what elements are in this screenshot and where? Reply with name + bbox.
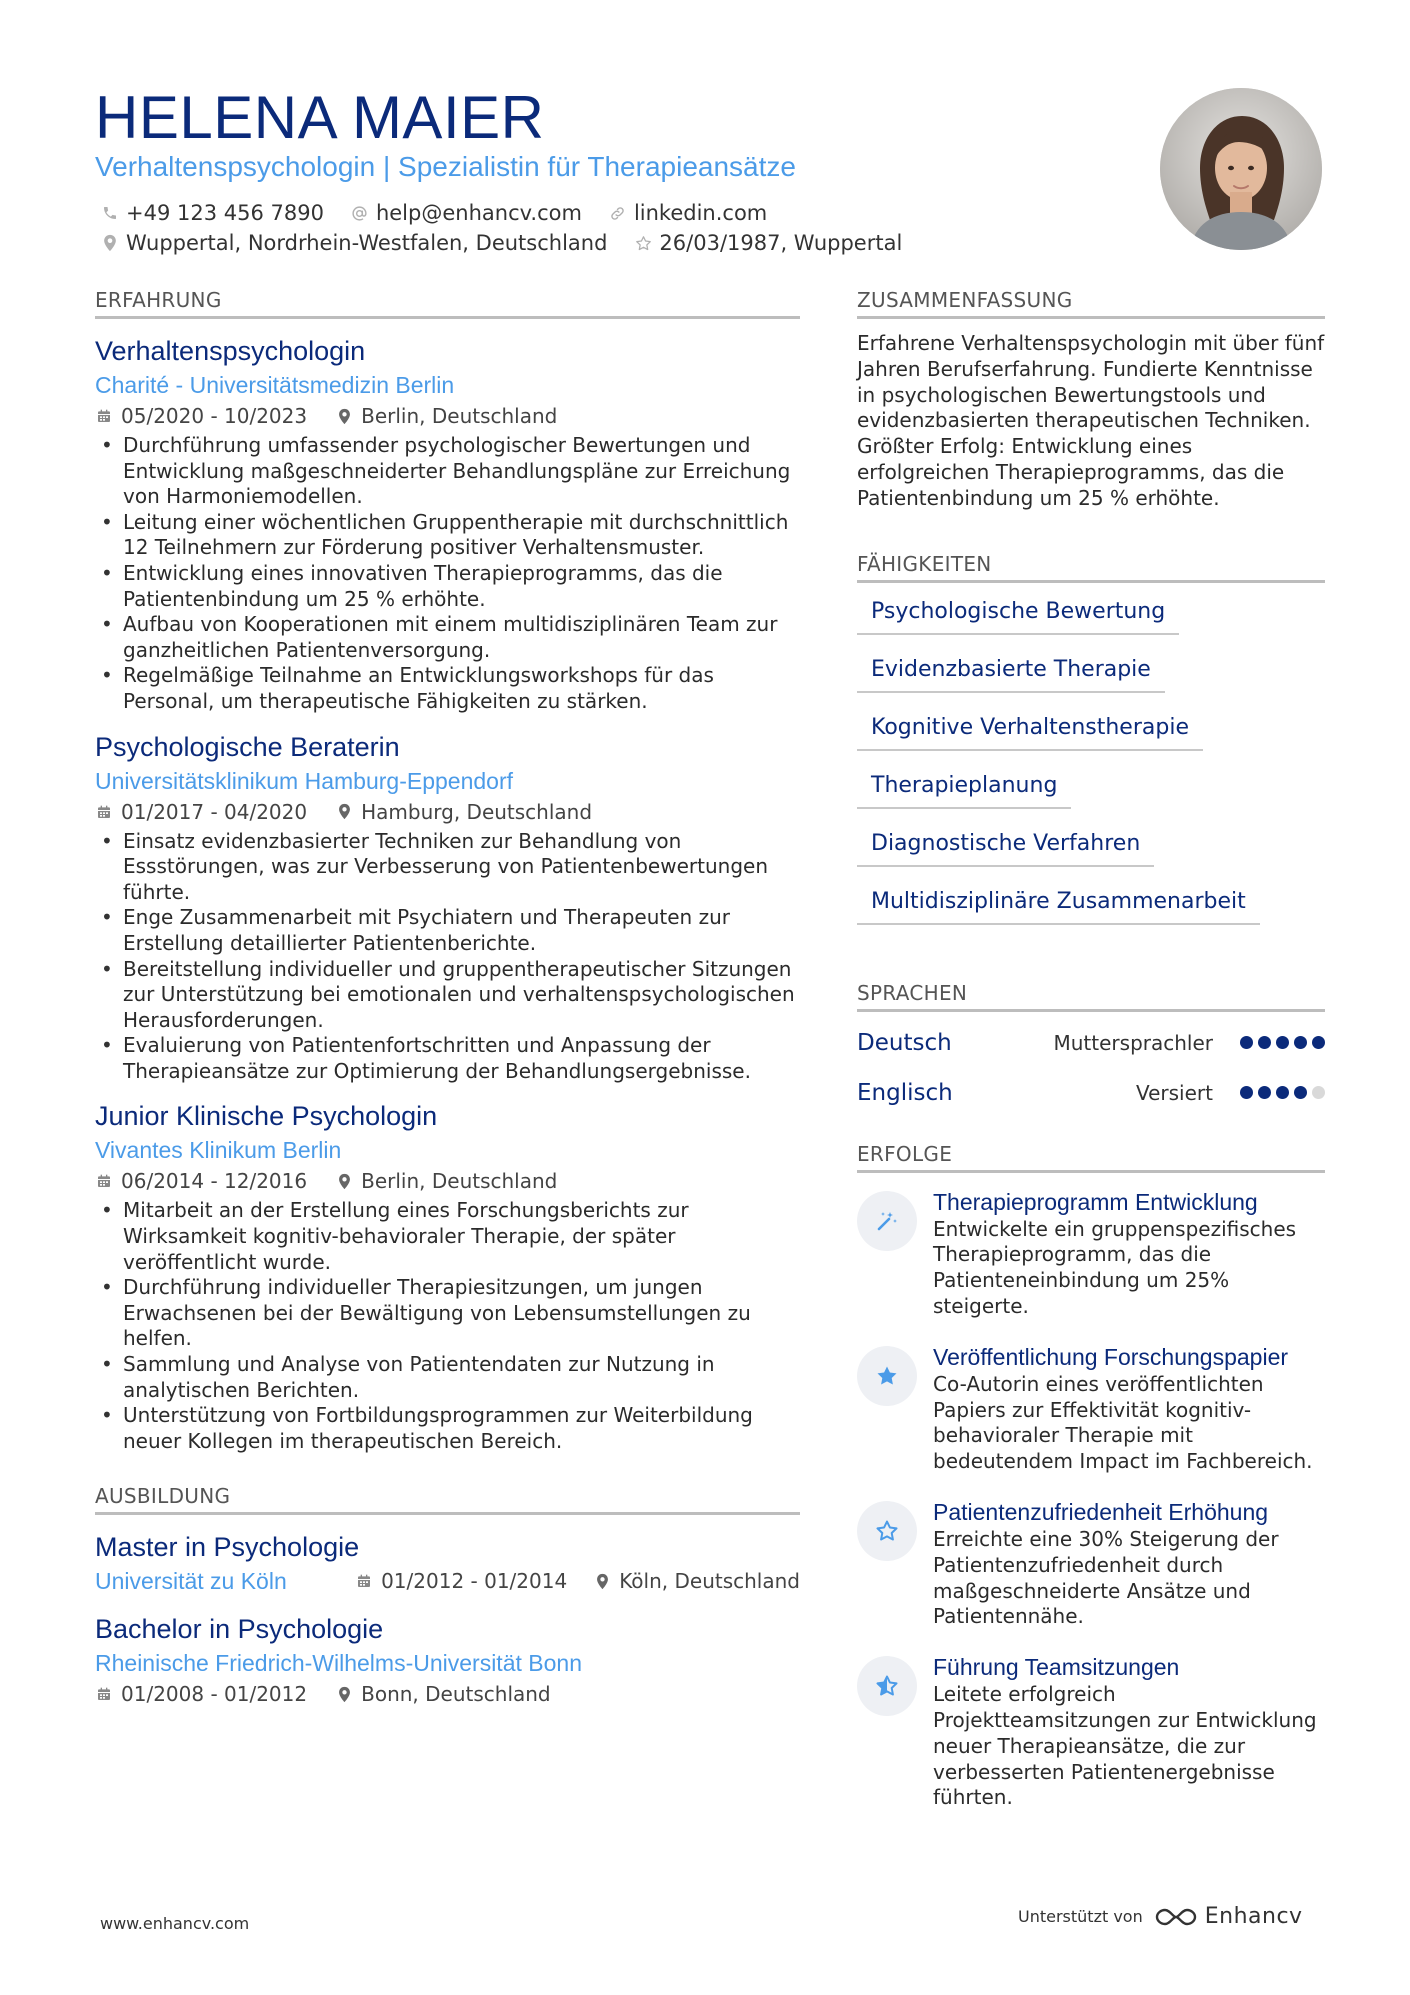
rating-dot-filled	[1258, 1036, 1271, 1049]
education-meta	[95, 1679, 800, 1709]
bullet-item: • Sammlung und Analyse von Patientendaten zur Nutzung in analytischen Berichten.	[95, 1352, 800, 1403]
education-meta	[355, 1566, 800, 1596]
achievement-item	[857, 1187, 1325, 1320]
achievement-title: Therapieprogramm Entwicklung	[933, 1188, 1258, 1215]
footer-branding	[1018, 1904, 1303, 1929]
job-meta	[95, 1166, 800, 1196]
job-bullets	[95, 433, 800, 715]
education-entry	[95, 1611, 800, 1709]
location-pin-icon	[335, 1685, 353, 1703]
job-dates: 05/2020 - 10/2023	[121, 404, 308, 428]
rating-dot-filled	[1240, 1036, 1253, 1049]
job-entry	[95, 729, 800, 1085]
location-text: Wuppertal, Nordrhein-Westfalen, Deutschland	[126, 231, 608, 255]
left-column	[95, 288, 800, 1709]
candidate-name: HELENA MAIER	[95, 84, 545, 151]
summary-section	[857, 288, 1325, 512]
location-pin-icon	[335, 1172, 353, 1190]
star-outline-icon	[857, 1501, 917, 1561]
star-icon	[633, 233, 653, 253]
language-rating	[1235, 1086, 1325, 1099]
rating-dot-filled	[1240, 1086, 1253, 1099]
job-title: Verhaltenspsychologin	[95, 336, 366, 366]
achievement-description: Entwickelte ein gruppenspezifisches Therapieprogramm, das die Patienteneinbindung um 25% steigerte.	[933, 1216, 1297, 1318]
job-location: Berlin, Deutschland	[361, 404, 558, 428]
achievement-description: Erreichte eine 30% Steigerung der Patientenzufriedenheit durch maßgeschneiderte Ansätze und Patientennähe.	[933, 1526, 1279, 1629]
bullet-item: • Durchführung umfassender psychologischer Bewertungen und Entwicklung maßgeschneiderter Behandlungspläne zur Erreichung von Harmoniemodellen.	[95, 433, 800, 510]
calendar-icon	[95, 1685, 113, 1703]
star-filled-icon	[857, 1346, 917, 1406]
bullet-item: • Mitarbeit an der Erstellung eines Forschungsberichts zur Wirksamkeit kognitiv-behavioraler Therapie, der später veröffentlicht wurde.	[95, 1198, 800, 1275]
bullet-item: • Entwicklung eines innovativen Therapieprogramms, das die Patientenbindung um 25 % erhöhte.	[95, 561, 800, 612]
job-bullets	[95, 829, 800, 1085]
company-name: Vivantes Klinikum Berlin	[95, 1137, 342, 1164]
experience-section-title: ERFAHRUNG	[95, 288, 800, 319]
rating-dot-filled	[1312, 1036, 1325, 1049]
linkedin-text[interactable]: linkedin.com	[633, 201, 768, 225]
education-dates: 01/2008 - 01/2012	[121, 1682, 308, 1707]
education-section-title: AUSBILDUNG	[95, 1484, 800, 1515]
calendar-icon	[95, 407, 113, 425]
skill-tag: Therapieplanung	[857, 765, 1071, 809]
language-level: Versiert	[1135, 1080, 1213, 1105]
linkedin-contact	[608, 201, 767, 225]
school-name: Universität zu Köln	[95, 1568, 287, 1595]
degree-title: Bachelor in Psychologie	[95, 1614, 384, 1645]
bullet-item: • Unterstützung von Fortbildungsprogrammen zur Weiterbildung neuer Kollegen im therapeutischen Bereich.	[95, 1403, 800, 1454]
rating-dot-filled	[1276, 1086, 1289, 1099]
bullet-item: • Regelmäßige Teilnahme an Entwicklungsworkshops für das Personal, um therapeutische Fähigkeiten zu stärken.	[95, 663, 800, 714]
skills-section	[857, 552, 1325, 939]
rating-dot-filled	[1294, 1086, 1307, 1099]
summary-text: Erfahrene Verhaltenspsychologin mit über fünf Jahren Berufserfahrung. Fundierte Kenntnisse in psychologischen Bewertungstools und evidenzbasierten therapeutischen Techniken. Größter Erfolg: Entwicklung eines erfolgreichen Therapieprogramms, das die Patientenbindung um 25 % erhöhte.	[857, 331, 1325, 510]
star-half-icon	[857, 1656, 917, 1716]
birth-contact	[633, 231, 902, 255]
birth-text: 26/03/1987, Wuppertal	[659, 231, 903, 255]
degree-title: Master in Psychologie	[95, 1532, 360, 1563]
brand-name: Enhancv	[1204, 1904, 1303, 1929]
skill-tag: Evidenzbasierte Therapie	[857, 649, 1165, 693]
powered-by-text: Unterstützt von	[1018, 1907, 1143, 1926]
bullet-item: • Leitung einer wöchentlichen Gruppentherapie mit durchschnittlich 12 Teilnehmern zur Förderung positiver Verhaltensmuster.	[95, 510, 800, 561]
bullet-item: • Enge Zusammenarbeit mit Psychiatern und Therapeuten zur Erstellung detaillierter Patientenberichte.	[95, 905, 800, 956]
achievement-title: Veröffentlichung Forschungspapier	[933, 1343, 1289, 1370]
job-title: Psychologische Beraterin	[95, 731, 400, 762]
bullet-item: • Einsatz evidenzbasierter Techniken zur Behandlung von Essstörungen, was zur Verbesserung von Patientenbewertungen führte.	[95, 829, 800, 906]
location-pin-icon	[593, 1572, 611, 1590]
rating-dot-filled	[1258, 1086, 1271, 1099]
language-name: Deutsch	[857, 1029, 952, 1056]
email-text[interactable]: help@enhancv.com	[375, 201, 582, 225]
at-icon	[350, 203, 370, 223]
achievement-title: Patientenzufriedenheit Erhöhung	[933, 1498, 1269, 1525]
job-dates: 01/2017 - 04/2020	[121, 799, 308, 824]
achievements-section	[857, 1142, 1325, 1812]
achievements-section-title: ERFOLGE	[857, 1142, 1325, 1173]
achievement-description: Co-Autorin eines veröffentlichten Papiers zur Effektivität kognitiv-behavioraler Therapie mit bedeutendem Impact im Fachbereich.	[933, 1371, 1313, 1474]
email-contact	[350, 201, 582, 225]
bullet-item: • Evaluierung von Patientenfortschritten und Anpassung der Therapieansätze zur Optimierung der Behandlungsergebnisse.	[95, 1033, 800, 1084]
link-icon	[608, 203, 628, 223]
summary-section-title: ZUSAMMENFASSUNG	[857, 288, 1325, 319]
job-meta	[95, 401, 800, 431]
phone-text: +49 123 456 7890	[126, 201, 324, 225]
job-entry	[95, 333, 800, 715]
education-location: Köln, Deutschland	[619, 1569, 800, 1594]
skills-section-title: FÄHIGKEITEN	[857, 552, 1325, 583]
skill-tag: Kognitive Verhaltenstherapie	[857, 707, 1203, 751]
candidate-headline: Verhaltenspsychologin | Spezialistin für Therapieansätze	[95, 151, 796, 182]
rating-dot-filled	[1294, 1036, 1307, 1049]
achievement-item	[857, 1342, 1325, 1475]
calendar-icon	[355, 1572, 373, 1590]
school-name: Rheinische Friedrich-Wilhelms-Universität Bonn	[95, 1650, 582, 1677]
job-bullets	[95, 1198, 800, 1454]
job-location: Berlin, Deutschland	[361, 1169, 558, 1194]
company-name: Charité - Universitätsmedizin Berlin	[95, 372, 455, 398]
bullet-item: • Bereitstellung individueller und gruppentherapeutischer Sitzungen zur Unterstützung bei emotionalen und verhaltenspsychologischen Herausforderungen.	[95, 957, 800, 1034]
right-column	[857, 288, 1325, 1811]
location-pin-icon	[335, 407, 353, 425]
language-name: Englisch	[857, 1079, 953, 1106]
profile-photo	[1160, 88, 1322, 250]
enhancv-logo-icon	[1153, 1906, 1199, 1928]
job-entry	[95, 1098, 800, 1454]
skill-tag: Multidisziplinäre Zusammenarbeit	[857, 881, 1260, 925]
rating-dot-empty	[1312, 1086, 1325, 1099]
magic-wand-icon	[857, 1191, 917, 1251]
job-location: Hamburg, Deutschland	[361, 799, 593, 824]
job-dates: 06/2014 - 12/2016	[121, 1169, 308, 1194]
calendar-icon	[95, 1172, 113, 1190]
language-level: Muttersprachler	[1053, 1030, 1213, 1055]
location-pin-icon	[335, 803, 353, 821]
language-row	[857, 1018, 1325, 1068]
bullet-item: • Aufbau von Kooperationen mit einem multidisziplinären Team zur ganzheitlichen Patientenversorgung.	[95, 612, 800, 663]
education-location: Bonn, Deutschland	[361, 1682, 551, 1707]
education-dates: 01/2012 - 01/2014	[381, 1569, 568, 1594]
bullet-item: • Durchführung individueller Therapiesitzungen, um jungen Erwachsenen bei der Bewältigung von Lebensumstellungen zu helfen.	[95, 1275, 800, 1352]
phone-contact	[100, 201, 324, 225]
contact-info	[100, 198, 928, 258]
achievement-item	[857, 1497, 1325, 1630]
skill-tag: Diagnostische Verfahren	[857, 823, 1154, 867]
location-contact	[100, 231, 607, 255]
achievement-description: Leitete erfolgreich Projektteamsitzungen zur Entwicklung neuer Therapieansätze, die zur verbesserten Patientenergebnisse führten.	[933, 1682, 1317, 1810]
languages-section	[857, 981, 1325, 1118]
job-title: Junior Klinische Psychologin	[95, 1101, 438, 1132]
company-name: Universitätsklinikum Hamburg-Eppendorf	[95, 767, 513, 794]
language-row	[857, 1068, 1325, 1118]
job-meta	[95, 797, 800, 827]
languages-section-title: SPRACHEN	[857, 981, 1325, 1012]
skill-tag: Psychologische Bewertung	[857, 591, 1179, 635]
achievement-title: Führung Teamsitzungen	[933, 1654, 1180, 1681]
achievement-item	[857, 1652, 1325, 1811]
calendar-icon	[95, 803, 113, 821]
footer-website[interactable]: www.enhancv.com	[100, 1914, 250, 1933]
language-rating	[1235, 1036, 1325, 1049]
education-entry	[95, 1529, 800, 1597]
phone-icon	[100, 203, 120, 223]
location-pin-icon	[100, 233, 120, 253]
rating-dot-filled	[1276, 1036, 1289, 1049]
education-section	[95, 1484, 800, 1709]
